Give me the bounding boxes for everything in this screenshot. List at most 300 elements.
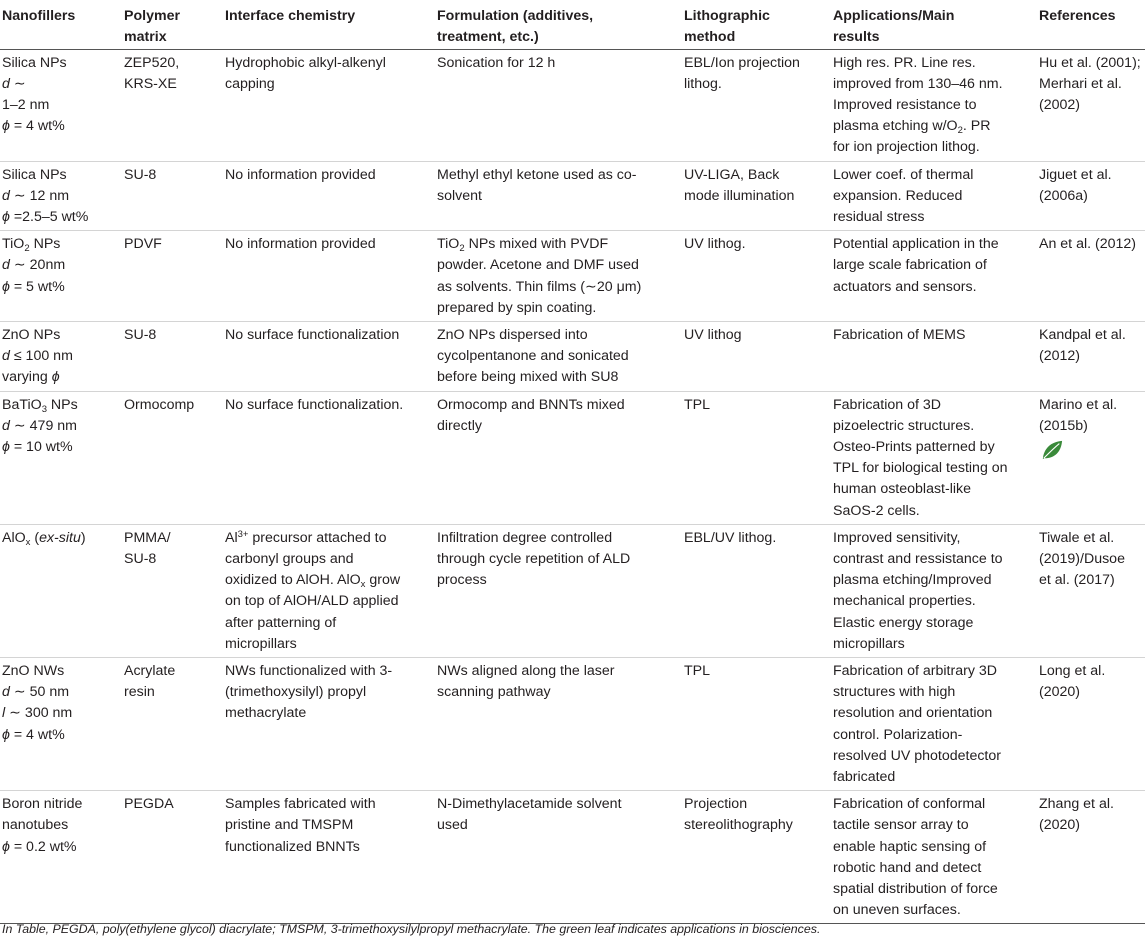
text: Fabrication of 3D	[833, 396, 942, 413]
text: NWs aligned along the laser	[437, 662, 615, 679]
cell-references	[1037, 791, 1145, 924]
table-row	[0, 657, 1145, 790]
header-applications: Applications/Main results	[831, 0, 1037, 49]
text: on top of AlOH/ALD applied	[225, 593, 399, 610]
cell-lithographic-method	[682, 161, 831, 231]
table-footnote: In Table, PEGDA, poly(ethylene glycol) diacrylate; TMSPM, 3-trimethoxysilylpropyl methacrylate. The green leaf indicates applications in biosciences.	[2, 922, 821, 936]
cell-line: (2020)	[1039, 817, 1081, 834]
cell-line	[2, 95, 118, 116]
symbol: d	[2, 257, 10, 274]
cell-line	[833, 858, 1033, 879]
cell-line	[437, 165, 678, 186]
cell-references	[1037, 657, 1145, 790]
table-row	[0, 231, 1145, 322]
cell-line	[2, 346, 118, 367]
text: Infiltration degree controlled	[437, 529, 613, 546]
table-row	[0, 391, 1145, 524]
cell-line	[437, 570, 678, 591]
text: (	[30, 529, 40, 546]
cell-line	[833, 74, 1033, 95]
text: improved from 130–46 nm.	[833, 75, 1003, 92]
text: ZnO NPs	[2, 326, 61, 343]
cell-nanofillers	[0, 231, 122, 322]
text: tactile sensor array to	[833, 817, 969, 834]
text: used	[437, 817, 468, 834]
text: = 5 wt%	[9, 278, 65, 295]
symbol: l	[2, 705, 6, 722]
cell-polymer-matrix	[122, 161, 223, 231]
cell-line	[2, 815, 118, 836]
cell-line	[437, 186, 678, 207]
cell-lithographic-method	[682, 321, 831, 391]
text: structures with high	[833, 684, 956, 701]
cell-applications	[831, 657, 1037, 790]
text: ≤ 100 nm	[9, 348, 73, 365]
cell-polymer-matrix	[122, 791, 223, 924]
header-row	[0, 0, 1145, 49]
text: residual stress	[833, 208, 925, 225]
cell-line	[225, 837, 431, 858]
cell-line: Jiguet et al.	[1039, 166, 1112, 183]
cell-line	[833, 634, 1033, 655]
symbol: ϕ	[2, 208, 10, 225]
subscript: 2	[24, 243, 30, 255]
cell-line	[833, 879, 1033, 900]
text: = 10 wt%	[9, 438, 73, 455]
symbol: ϕ	[2, 438, 10, 455]
cell-line	[2, 116, 118, 137]
text: N-Dimethylacetamide solvent	[437, 796, 622, 813]
cell-line	[225, 661, 431, 682]
cell-formulation	[435, 49, 682, 161]
cell-line	[833, 234, 1033, 255]
cell-line	[833, 186, 1033, 207]
cell-line	[437, 682, 678, 703]
cell-line	[2, 437, 118, 458]
text: NPs mixed with PVDF	[464, 236, 609, 253]
text: fabricated	[833, 769, 896, 785]
cell-line: KRS-XE	[124, 75, 177, 92]
cell-line: resin	[124, 684, 155, 701]
text: Lower coef. of thermal	[833, 166, 974, 183]
cell-line: lithog.	[684, 75, 722, 92]
text: Fabrication of arbitrary 3D	[833, 662, 998, 679]
cell-line	[833, 725, 1033, 746]
cell-formulation	[435, 524, 682, 657]
cell-formulation	[435, 231, 682, 322]
cell-applications	[831, 231, 1037, 322]
cell-line	[225, 634, 431, 655]
cell-line	[833, 416, 1033, 437]
text: resolved UV photodetector	[833, 747, 1001, 764]
symbol: ϕ	[2, 726, 10, 743]
cell-line	[833, 815, 1033, 836]
cell-line	[2, 74, 118, 95]
text: prepared by spin coating.	[437, 299, 597, 316]
cell-line	[833, 277, 1033, 298]
cell-interface-chemistry	[223, 49, 435, 161]
text: grow	[365, 572, 401, 589]
cell-line	[833, 549, 1033, 570]
cell-lithographic-method	[682, 524, 831, 657]
cell-line	[437, 325, 678, 346]
subscript: 2	[459, 243, 465, 255]
text: SaOS-2 cells.	[833, 502, 920, 519]
cell-line	[437, 661, 678, 682]
text: Fabrication of conformal	[833, 796, 986, 813]
cell-lithographic-method	[682, 391, 831, 524]
text: 1–2 nm	[2, 96, 50, 113]
table-row	[0, 161, 1145, 231]
cell-references	[1037, 49, 1145, 161]
cell-line	[833, 528, 1033, 549]
cell-nanofillers	[0, 791, 122, 924]
text: functionalized BNNTs	[225, 838, 360, 855]
cell-line: (2002)	[1039, 96, 1081, 113]
cell-line	[2, 682, 118, 703]
text: methacrylate	[225, 705, 307, 722]
symbol: d	[2, 348, 10, 365]
cell-references	[1037, 321, 1145, 391]
cell-line	[437, 255, 678, 276]
cell-line	[2, 207, 118, 228]
text: for ion projection lithog.	[833, 139, 980, 156]
cell-applications	[831, 49, 1037, 161]
text: Al	[225, 529, 238, 546]
cell-line	[833, 53, 1033, 74]
text: TiO	[2, 236, 25, 253]
text: (trimethoxysilyl) propyl	[225, 684, 367, 701]
text: robotic hand and detect	[833, 859, 982, 876]
cell-formulation	[435, 391, 682, 524]
cell-line: PEGDA	[124, 796, 174, 813]
cell-line	[437, 346, 678, 367]
cell-line: Projection	[684, 796, 748, 813]
cell-line	[2, 53, 118, 74]
text: pizoelectric structures.	[833, 417, 975, 434]
text: directly	[437, 417, 482, 434]
cell-line: Long et al.	[1039, 662, 1106, 679]
subscript: 3	[41, 403, 47, 415]
header-references: References	[1037, 0, 1145, 49]
cell-line	[833, 682, 1033, 703]
text: Silica NPs	[2, 166, 67, 183]
text: enable haptic sensing of	[833, 838, 987, 855]
cell-applications	[831, 391, 1037, 524]
cell-line	[225, 528, 431, 549]
cell-line	[2, 234, 118, 255]
cell-line	[833, 794, 1033, 815]
cell-line	[833, 479, 1033, 500]
cell-line	[2, 325, 118, 346]
text: pristine and TMSPM	[225, 817, 354, 834]
cell-applications	[831, 791, 1037, 924]
cell-line	[225, 613, 431, 634]
text: scanning pathway	[437, 684, 551, 701]
cell-line: SU-8	[124, 326, 157, 343]
cell-line	[2, 416, 118, 437]
superscript: 3+	[237, 528, 249, 540]
cell-applications	[831, 321, 1037, 391]
cell-interface-chemistry	[223, 391, 435, 524]
cell-line	[833, 325, 1033, 346]
cell-line	[833, 395, 1033, 416]
cell-line	[833, 95, 1033, 116]
text: ZnO NPs dispersed into	[437, 326, 588, 343]
cell-line	[833, 437, 1033, 458]
text: process	[437, 572, 487, 589]
cell-line: TPL	[684, 396, 711, 413]
cell-nanofillers	[0, 524, 122, 657]
text: actuators and sensors.	[833, 278, 977, 295]
leaf-icon	[1041, 439, 1063, 461]
text: solvent	[437, 187, 482, 204]
symbol: ϕ	[2, 278, 10, 295]
text: ∼ 12 nm	[9, 187, 70, 204]
table-row	[0, 321, 1145, 391]
cell-nanofillers	[0, 391, 122, 524]
cell-line	[2, 395, 118, 416]
symbol: d	[2, 417, 10, 434]
symbol: ϕ	[2, 118, 10, 135]
cell-formulation	[435, 791, 682, 924]
symbol: d	[2, 75, 10, 92]
cell-line: (2015b)	[1039, 417, 1088, 434]
text: control. Polarization-	[833, 726, 963, 743]
text: Samples fabricated with	[225, 796, 376, 813]
cell-nanofillers	[0, 321, 122, 391]
cell-line	[833, 746, 1033, 767]
text: human osteoblast-like	[833, 481, 972, 498]
cell-line	[833, 703, 1033, 724]
subscript: 2	[957, 125, 963, 137]
cell-line: Ormocomp	[124, 396, 195, 413]
cell-line: PDVF	[124, 236, 162, 253]
cell-line: EBL/UV lithog.	[684, 529, 777, 546]
table-row	[0, 791, 1145, 924]
text: TiO	[437, 236, 460, 253]
cell-line: stereolithography	[684, 817, 793, 834]
cell-line: Merhari et al.	[1039, 75, 1122, 92]
cell-polymer-matrix	[122, 391, 223, 524]
cell-line	[2, 703, 118, 724]
cell-line	[2, 794, 118, 815]
text: expansion. Reduced	[833, 187, 963, 204]
cell-line	[833, 661, 1033, 682]
cell-polymer-matrix	[122, 49, 223, 161]
text: ∼ 300 nm	[5, 705, 73, 722]
cell-line: Marino et al.	[1039, 396, 1118, 413]
cell-line: TPL	[684, 662, 711, 679]
cell-references	[1037, 524, 1145, 657]
cell-line	[437, 298, 678, 319]
cell-interface-chemistry	[223, 791, 435, 924]
cell-polymer-matrix	[122, 321, 223, 391]
text: AlO	[2, 529, 26, 546]
cell-line	[437, 277, 678, 298]
cell-line	[833, 767, 1033, 788]
cell-line	[833, 501, 1033, 522]
cell-line	[833, 613, 1033, 634]
table-row	[0, 49, 1145, 161]
text: after patterning of	[225, 614, 337, 631]
text: Boron nitride	[2, 796, 83, 813]
subscript: x	[360, 579, 366, 591]
symbol: d	[2, 187, 10, 204]
cell-line	[225, 794, 431, 815]
cell-line	[833, 591, 1033, 612]
text: through cycle repetition of ALD	[437, 550, 631, 567]
cell-line	[225, 703, 431, 724]
text: large scale fabrication of	[833, 257, 987, 274]
cell-line: PMMA/	[124, 529, 171, 546]
cell-applications	[831, 524, 1037, 657]
cell-nanofillers	[0, 49, 122, 161]
cell-line	[833, 165, 1033, 186]
cell-line	[833, 255, 1033, 276]
text: Improved resistance to	[833, 96, 977, 113]
text: plasma etching/Improved	[833, 572, 992, 589]
cell-line: No information provided	[225, 166, 376, 183]
text: High res. PR. Line res.	[833, 54, 976, 71]
cell-line	[437, 416, 678, 437]
text: ∼ 20nm	[9, 257, 66, 274]
text: NPs	[29, 236, 61, 253]
cell-polymer-matrix	[122, 657, 223, 790]
text: nanotubes	[2, 817, 69, 834]
symbol: ex-situ	[39, 529, 81, 546]
cell-line: Hydrophobic alkyl-alkenyl	[225, 54, 386, 71]
cell-line	[833, 137, 1033, 158]
cell-line	[2, 165, 118, 186]
cell-nanofillers	[0, 657, 122, 790]
header-formulation: Formulation (additives, treatment, etc.)	[435, 0, 682, 49]
header-nanofillers: Nanofillers	[0, 0, 122, 49]
text: plasma etching w/O	[833, 118, 958, 135]
cell-lithographic-method	[682, 657, 831, 790]
cell-interface-chemistry	[223, 524, 435, 657]
cell-line	[225, 682, 431, 703]
cell-line	[833, 116, 1033, 137]
cell-polymer-matrix	[122, 524, 223, 657]
cell-polymer-matrix	[122, 231, 223, 322]
cell-interface-chemistry	[223, 321, 435, 391]
text: Silica NPs	[2, 54, 67, 71]
header-interface-chemistry: Interface chemistry	[223, 0, 435, 49]
header-lithographic-method: Lithographic method	[682, 0, 831, 49]
text: varying	[2, 369, 52, 386]
cell-line: mode illumination	[684, 187, 795, 204]
symbol: d	[2, 684, 10, 701]
cell-line	[437, 794, 678, 815]
cell-line	[225, 815, 431, 836]
cell-line: (2020)	[1039, 684, 1081, 701]
text: resolution and orientation	[833, 705, 993, 722]
text: Improved sensitivity,	[833, 529, 961, 546]
cell-line	[2, 837, 118, 858]
text: = 4 wt%	[9, 726, 65, 743]
cell-interface-chemistry	[223, 657, 435, 790]
header-polymer-matrix: Polymer matrix	[122, 0, 223, 49]
cell-lithographic-method	[682, 231, 831, 322]
text: contrast and ressistance to	[833, 550, 1003, 567]
cell-line	[833, 837, 1033, 858]
text: oxidized to AlOH. AlO	[225, 572, 361, 589]
cell-line: No information provided	[225, 236, 376, 253]
text: Elastic energy storage	[833, 614, 974, 631]
cell-line	[833, 570, 1033, 591]
text: Ormocomp and BNNTs mixed	[437, 396, 625, 413]
text: NPs	[46, 396, 78, 413]
cell-line: ZEP520,	[124, 54, 180, 71]
cell-interface-chemistry	[223, 161, 435, 231]
table-header	[0, 0, 1145, 49]
cell-line: Zhang et al.	[1039, 796, 1114, 813]
cell-lithographic-method	[682, 791, 831, 924]
text: on uneven surfaces.	[833, 902, 961, 919]
cell-line	[437, 234, 678, 255]
text: ZnO NWs	[2, 662, 65, 679]
text: ∼ 479 nm	[9, 417, 77, 434]
text: as solvents. Thin films (∼20 μm)	[437, 278, 642, 295]
cell-line	[833, 207, 1033, 228]
symbol: ϕ	[2, 838, 10, 855]
text: TPL for biological testing on	[833, 460, 1008, 477]
cell-line	[2, 277, 118, 298]
cell-line	[437, 367, 678, 388]
cell-line: EBL/Ion projection	[684, 54, 800, 71]
text: BaTiO	[2, 396, 42, 413]
cell-line: Acrylate	[124, 662, 176, 679]
cell-line	[833, 900, 1033, 921]
cell-line	[437, 528, 678, 549]
cell-line: No surface functionalization	[225, 326, 400, 343]
cell-line: Hu et al. (2001);	[1039, 54, 1141, 71]
cell-applications	[831, 161, 1037, 231]
text: Osteo-Prints patterned by	[833, 438, 995, 455]
cell-line: (2006a)	[1039, 187, 1088, 204]
cell-line: SU-8	[124, 166, 157, 183]
cell-formulation	[435, 161, 682, 231]
cell-line	[2, 186, 118, 207]
symbol: ϕ	[51, 369, 60, 386]
text: micropillars	[225, 635, 297, 652]
cell-line: UV lithog	[684, 326, 742, 343]
text: =2.5–5 wt%	[9, 208, 89, 225]
cell-line: An et al. (2012)	[1039, 236, 1137, 253]
text: = 0.2 wt%	[9, 838, 77, 855]
cell-line	[437, 395, 678, 416]
cell-references	[1037, 161, 1145, 231]
text: spatial distribution of force	[833, 881, 998, 898]
text: mechanical properties.	[833, 593, 976, 610]
table-row	[0, 524, 1145, 657]
cell-lithographic-method	[682, 49, 831, 161]
subscript: x	[25, 536, 31, 548]
cell-line: Tiwale et al.	[1039, 529, 1115, 546]
cell-line	[2, 661, 118, 682]
cell-line	[225, 549, 431, 570]
cell-line: Sonication for 12 h	[437, 54, 556, 71]
cell-line	[833, 458, 1033, 479]
cell-line: UV-LIGA, Back	[684, 166, 780, 183]
cell-line: Kandpal et al.	[1039, 326, 1126, 343]
cell-line	[437, 549, 678, 570]
cell-line	[225, 591, 431, 612]
cell-references	[1037, 231, 1145, 322]
text: Methyl ethyl ketone used as co-	[437, 166, 637, 183]
text: ∼	[9, 75, 26, 92]
